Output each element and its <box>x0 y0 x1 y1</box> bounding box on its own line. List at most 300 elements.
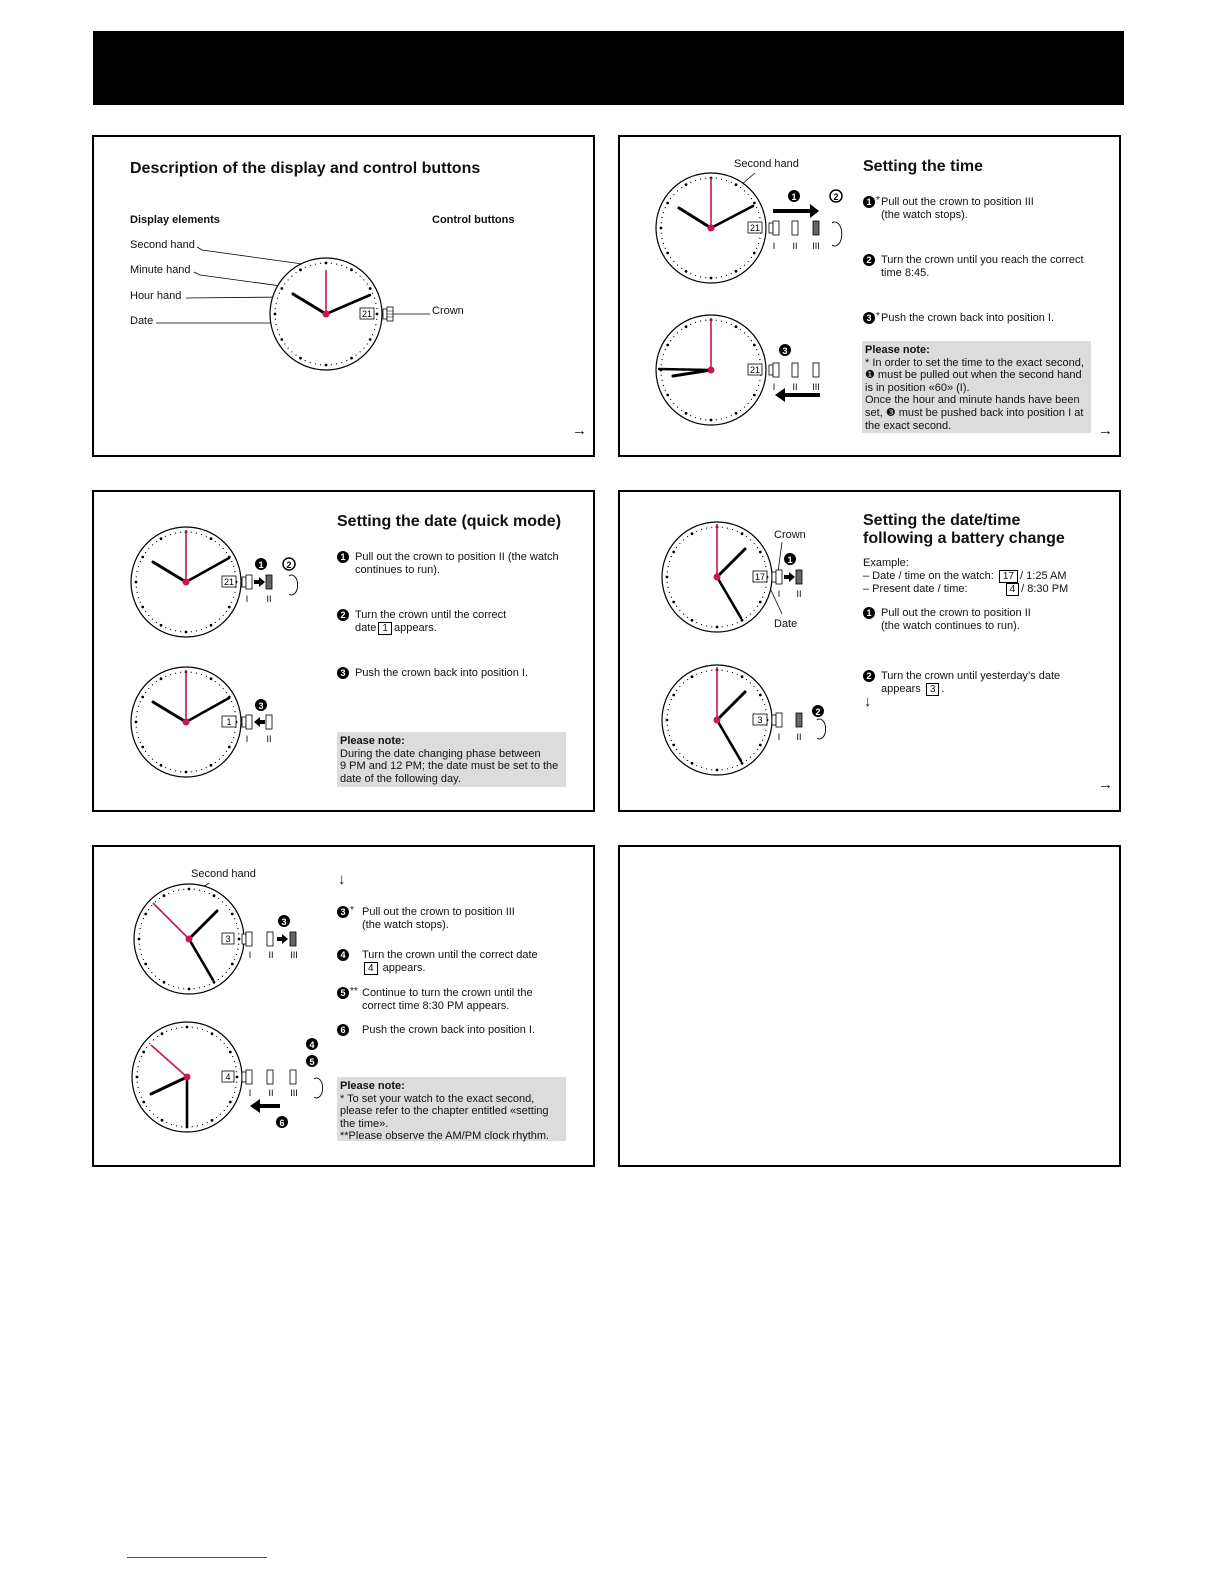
hour-hand-label: Hour hand <box>130 290 182 302</box>
footer-link-underline <box>127 1557 267 1558</box>
present-date-row: – Present date / time: 4 / 8:30 PM <box>863 583 1069 595</box>
dial-tick <box>722 670 723 671</box>
dial-tick <box>152 759 153 760</box>
dial-tick <box>175 630 176 631</box>
please-note-box: Please note: * In order to set the time to the exact second, ❶ must be pulled out when the second hand is in position «60» (I). Once the hour and minute hands have been set, ❸ must be pushed back into position I at the exact second. <box>862 341 1091 433</box>
watch-face-bottom <box>656 315 766 425</box>
dial-tick <box>696 765 697 766</box>
dial-tick <box>705 320 706 321</box>
dial-tick <box>331 364 332 365</box>
dial-tick <box>229 968 230 969</box>
dial-tick <box>199 889 200 890</box>
step-1-text: Pull out the crown to position II (the watch continues to run). <box>881 607 1031 632</box>
svg-text:2: 2 <box>833 192 839 202</box>
dial-tick <box>716 178 717 179</box>
dial-tick <box>155 901 156 902</box>
dial-tick <box>222 901 223 902</box>
dial-tick <box>171 1029 172 1030</box>
dial-tick <box>234 918 235 919</box>
dial-tick <box>196 770 197 771</box>
example-label: Example: <box>863 557 909 569</box>
step-1-text: Pull out the crown to position II (the watch continues to run). <box>355 551 559 576</box>
dial-tick <box>665 390 666 391</box>
minute-hand-label: Minute hand <box>130 264 191 276</box>
dial-tick <box>764 735 765 736</box>
dial-tick <box>660 227 663 230</box>
dial-tick <box>139 949 140 950</box>
dial-tick <box>748 194 749 195</box>
dial-tick <box>670 399 671 400</box>
dial-tick <box>151 905 152 906</box>
dial-tick <box>138 737 139 738</box>
dial-tick <box>236 954 237 955</box>
dial-tick <box>676 749 677 750</box>
dial-tick <box>226 552 227 553</box>
svg-text:21: 21 <box>223 577 235 587</box>
dial-tick <box>700 276 701 277</box>
dial-tick <box>223 688 224 689</box>
dial-tick <box>220 1039 221 1040</box>
dial-tick <box>726 275 727 276</box>
dial-tick <box>201 629 202 630</box>
dial-tick <box>667 582 668 583</box>
dial-tick <box>673 403 674 404</box>
dial-tick <box>672 551 675 554</box>
dial-tick <box>191 631 192 632</box>
dial-tick <box>731 415 732 416</box>
dial-tick <box>288 279 289 280</box>
dial-tick <box>288 348 289 349</box>
dial-tick <box>295 355 296 356</box>
dial-tick <box>705 277 706 278</box>
dial-tick <box>732 529 733 530</box>
dial-tick <box>206 767 207 768</box>
dial-tick <box>136 711 137 712</box>
dial-tick <box>375 303 376 304</box>
dial-tick <box>759 694 762 697</box>
dial-tick <box>136 727 137 728</box>
dial-tick <box>685 270 688 273</box>
dial-tick <box>661 359 662 360</box>
svg-text:II: II <box>792 382 798 392</box>
dial-tick <box>226 611 227 612</box>
dial-tick <box>163 894 166 897</box>
dial-tick <box>741 619 744 622</box>
step-3: 3 * Push the crown back into position I. <box>863 312 1103 328</box>
dial-tick <box>721 178 722 179</box>
dial-tick <box>145 611 146 612</box>
dial-tick <box>138 938 141 941</box>
dial-tick <box>210 537 213 540</box>
dial-tick <box>137 1071 138 1072</box>
dial-tick <box>152 684 153 685</box>
dial-tick <box>750 757 751 758</box>
dial-tick <box>274 313 277 316</box>
dial-tick <box>695 275 696 276</box>
dial-tick <box>165 627 166 628</box>
dial-tick <box>137 1087 138 1088</box>
dial-tick <box>145 751 146 752</box>
dial-tick <box>141 923 142 924</box>
dial-tick <box>669 561 670 562</box>
dial-tick <box>696 622 697 623</box>
dial-tick <box>706 768 707 769</box>
dial-tick <box>740 329 741 330</box>
dial-tick <box>667 725 668 726</box>
dial-tick <box>196 532 197 533</box>
dial-tick <box>748 403 749 404</box>
dial-tick <box>148 615 149 616</box>
dial-tick <box>726 417 727 418</box>
dial-tick <box>751 399 752 400</box>
dial-tick <box>218 979 219 980</box>
dial-tick <box>223 755 224 756</box>
dial-tick <box>744 190 745 191</box>
dial-tick <box>731 273 732 274</box>
dial-tick <box>135 721 138 724</box>
svg-text:4: 4 <box>225 1072 231 1082</box>
dial-tick <box>670 340 671 341</box>
dial-tick <box>376 313 379 316</box>
dial-tick <box>219 759 220 760</box>
dial-tick <box>279 293 280 294</box>
dial-tick <box>706 670 707 671</box>
crown-positions-bottom <box>769 344 820 402</box>
dial-tick <box>157 1036 158 1037</box>
dial-tick <box>722 626 723 627</box>
dial-tick <box>210 677 213 680</box>
dial-tick <box>671 740 672 741</box>
present-date-box: 4 <box>1006 583 1020 596</box>
dial-tick <box>667 714 668 715</box>
dial-tick <box>750 682 751 683</box>
dial-tick <box>160 764 163 767</box>
date-box: 3 <box>926 683 940 696</box>
dial-tick <box>663 385 664 386</box>
dial-tick <box>220 1114 221 1115</box>
svg-text:3: 3 <box>757 715 763 725</box>
dial-tick <box>276 303 277 304</box>
dial-tick <box>341 265 342 266</box>
dial-tick <box>685 412 688 415</box>
dial-tick <box>139 1092 140 1093</box>
dial-tick <box>191 532 192 533</box>
crown-label: Crown <box>432 305 464 317</box>
dial-tick <box>741 762 744 765</box>
dial-tick <box>279 334 280 335</box>
panel-setting-time <box>618 135 1121 457</box>
dial-tick <box>228 606 231 609</box>
dial-tick <box>234 1092 235 1093</box>
dial-tick <box>701 672 702 673</box>
dial-tick <box>757 749 758 750</box>
dial-tick <box>197 1125 198 1126</box>
svg-text:3: 3 <box>258 701 264 711</box>
dial-tick <box>138 597 139 598</box>
dial-tick <box>676 547 677 548</box>
dial-tick <box>346 360 347 361</box>
watch-diagram <box>94 137 595 457</box>
svg-text:3: 3 <box>225 934 231 944</box>
dial-tick <box>376 308 377 309</box>
dial-tick <box>233 597 234 598</box>
dial-tick <box>192 1126 193 1127</box>
dial-tick <box>196 630 197 631</box>
dial-tick <box>705 419 706 420</box>
panel-setting-date <box>92 490 595 812</box>
second-hand-label: Second hand <box>734 158 799 170</box>
dial-tick <box>751 257 752 258</box>
dial-tick <box>683 757 684 758</box>
dial-tick <box>677 332 678 333</box>
dial-tick <box>746 760 747 761</box>
dial-tick <box>168 984 169 985</box>
step-2: 2 Turn the crown until yesterday’s date appears 3 . <box>863 670 1103 700</box>
dial-tick <box>206 676 207 677</box>
dial-tick <box>152 619 153 620</box>
watch-date-row: – Date / time on the watch: 17 / 1:25 AM <box>863 570 1067 582</box>
svg-text:2: 2 <box>286 560 292 570</box>
dial-tick <box>677 407 678 408</box>
dial-tick <box>753 344 756 347</box>
dial-tick <box>157 1117 158 1118</box>
dial-tick <box>310 265 311 266</box>
dial-tick <box>227 1106 228 1107</box>
step-2-text: Turn the crown until the correct date 1 appears. <box>355 609 507 634</box>
dial-tick <box>695 322 696 323</box>
dial-tick <box>671 699 672 700</box>
dial-tick <box>178 889 179 890</box>
dial-tick <box>369 338 372 341</box>
dial-tick <box>180 532 181 533</box>
watch-date-box: 17 <box>999 570 1018 583</box>
dial-tick <box>165 536 166 537</box>
dial-tick <box>346 267 347 268</box>
dial-tick <box>148 688 149 689</box>
dial-tick <box>209 893 210 894</box>
dial-tick <box>691 532 694 535</box>
dial-tick <box>764 704 765 705</box>
dial-tick <box>677 265 678 266</box>
dial-tick <box>727 527 728 528</box>
dial-tick <box>136 571 137 572</box>
dial-tick <box>731 182 732 183</box>
dial-tick <box>231 701 232 702</box>
svg-text:5: 5 <box>309 1057 315 1067</box>
dial-tick <box>209 984 210 985</box>
dial-tick <box>202 1124 203 1125</box>
dial-tick <box>661 380 662 381</box>
dial-tick <box>661 364 662 365</box>
dial-tick <box>234 959 235 960</box>
dial-tick <box>369 287 372 290</box>
svg-text:3: 3 <box>782 346 788 356</box>
dial-tick <box>236 1082 237 1083</box>
dial-tick <box>691 675 694 678</box>
dial-tick <box>750 614 751 615</box>
dial-tick <box>231 602 232 603</box>
dial-tick <box>355 355 356 356</box>
dial-tick <box>148 548 149 549</box>
dial-tick <box>711 527 712 528</box>
dial-tick <box>231 742 232 743</box>
dial-tick <box>663 243 664 244</box>
svg-text:II: II <box>266 734 272 744</box>
dial-tick <box>148 909 149 910</box>
dial-tick <box>233 566 234 567</box>
next-arrow-icon: → <box>572 422 587 439</box>
dial-tick <box>138 706 139 707</box>
dial-tick <box>336 264 337 265</box>
dial-tick <box>744 332 745 333</box>
dial-tick <box>756 390 757 391</box>
dial-tick <box>277 298 278 299</box>
dial-tick <box>140 701 141 702</box>
dial-tick <box>683 682 684 683</box>
dial-tick <box>667 709 668 710</box>
dial-tick <box>726 322 727 323</box>
panel-title-line1: Setting the date/time <box>863 512 1021 529</box>
dial-tick <box>735 412 738 415</box>
dial-tick <box>277 329 278 330</box>
control-buttons-heading: Control buttons <box>432 214 515 226</box>
dial-tick <box>206 627 207 628</box>
dial-tick <box>185 631 188 634</box>
dial-tick <box>757 547 758 548</box>
dial-tick <box>665 248 666 249</box>
dial-tick <box>216 1117 217 1118</box>
dial-tick <box>299 268 302 271</box>
dial-tick <box>291 351 292 352</box>
dial-tick <box>236 923 237 924</box>
dial-tick <box>691 619 694 622</box>
second-hand-label: Second hand <box>130 239 195 251</box>
down-arrow-icon: ↓ <box>338 871 346 888</box>
svg-text:I: I <box>772 241 776 251</box>
svg-text:III: III <box>812 241 820 251</box>
dial-tick <box>295 272 296 273</box>
dial-tick <box>732 672 733 673</box>
dial-tick <box>735 270 738 273</box>
dial-tick <box>325 262 328 265</box>
dial-tick <box>197 1027 198 1028</box>
dial-tick <box>211 1032 214 1035</box>
dial-tick <box>291 276 292 277</box>
date-box: 4 <box>364 962 378 975</box>
dial-tick <box>310 362 311 363</box>
dial-tick <box>666 719 669 722</box>
dial-tick <box>222 976 223 977</box>
dial-tick <box>166 1031 167 1032</box>
dial-tick <box>764 592 765 593</box>
dial-tick <box>690 415 691 416</box>
dial-tick <box>136 732 137 733</box>
dial-tick <box>145 552 146 553</box>
dial-tick <box>716 419 717 420</box>
dial-tick <box>206 536 207 537</box>
dial-tick <box>204 891 205 892</box>
dial-tick <box>765 566 766 567</box>
dial-tick <box>156 681 157 682</box>
dial-tick <box>161 1032 164 1035</box>
dial-tick <box>683 539 684 540</box>
dial-tick <box>696 674 697 675</box>
dial-tick <box>676 690 677 691</box>
step-1-text: Pull out the crown to position III (the watch stops). <box>881 196 1034 221</box>
header-banner <box>93 31 1124 105</box>
dial-tick <box>679 610 680 611</box>
dial-tick <box>280 338 283 341</box>
dial-tick <box>141 696 144 699</box>
dial-tick <box>219 619 220 620</box>
dial-tick <box>762 699 763 700</box>
dial-tick <box>207 1031 208 1032</box>
dial-tick <box>726 180 727 181</box>
dial-tick <box>669 592 670 593</box>
dial-tick <box>374 298 375 299</box>
dial-tick <box>155 976 156 977</box>
dial-tick <box>746 679 747 680</box>
svg-text:1: 1 <box>791 192 797 202</box>
dial-tick <box>331 263 332 264</box>
step-4: 4 Turn the crown until the correct date 4 appears. <box>337 949 577 979</box>
dial-tick <box>727 768 728 769</box>
dial-tick <box>695 180 696 181</box>
panel-title-line2: following a battery change <box>863 530 1065 547</box>
battery-change-diagram <box>620 492 1121 812</box>
dial-tick <box>732 624 733 625</box>
dial-tick <box>141 606 144 609</box>
please-note-box: Please note: During the date changing phase between 9 PM and 12 PM; the date must be set to the date of the following day. <box>337 732 566 787</box>
dial-tick <box>176 1125 177 1126</box>
dial-tick <box>700 320 701 321</box>
dial-tick <box>759 380 760 381</box>
dial-tick <box>754 753 755 754</box>
dial-tick <box>168 893 169 894</box>
dial-tick <box>727 625 728 626</box>
dial-tick <box>185 771 188 774</box>
svg-text:I: I <box>248 950 252 960</box>
dial-tick <box>149 1043 150 1044</box>
dial-tick <box>136 587 137 588</box>
dial-tick <box>170 534 171 535</box>
dial-tick <box>744 265 745 266</box>
dial-tick <box>175 770 176 771</box>
dial-tick <box>137 1066 138 1067</box>
dial-tick <box>276 324 277 325</box>
svg-text:1: 1 <box>258 560 264 570</box>
dial-tick <box>687 617 688 618</box>
dial-tick <box>163 981 166 984</box>
dial-tick <box>238 944 239 945</box>
dial-tick <box>673 194 674 195</box>
dial-tick <box>320 263 321 264</box>
svg-text:I: I <box>777 589 781 599</box>
step-2-text: Turn the crown until you reach the correct time 8:45. <box>881 254 1084 279</box>
dial-tick <box>716 769 719 772</box>
svg-text:II: II <box>268 1088 274 1098</box>
dial-tick <box>750 539 751 540</box>
dial-tick <box>139 928 140 929</box>
dial-tick <box>234 711 235 712</box>
step-4-text: Turn the crown until the correct date 4 appears. <box>362 949 538 974</box>
dial-tick <box>666 344 669 347</box>
dial-tick <box>215 681 216 682</box>
dial-tick <box>165 676 166 677</box>
dial-tick <box>748 336 749 337</box>
dial-tick <box>666 252 669 255</box>
dial-tick <box>173 986 174 987</box>
